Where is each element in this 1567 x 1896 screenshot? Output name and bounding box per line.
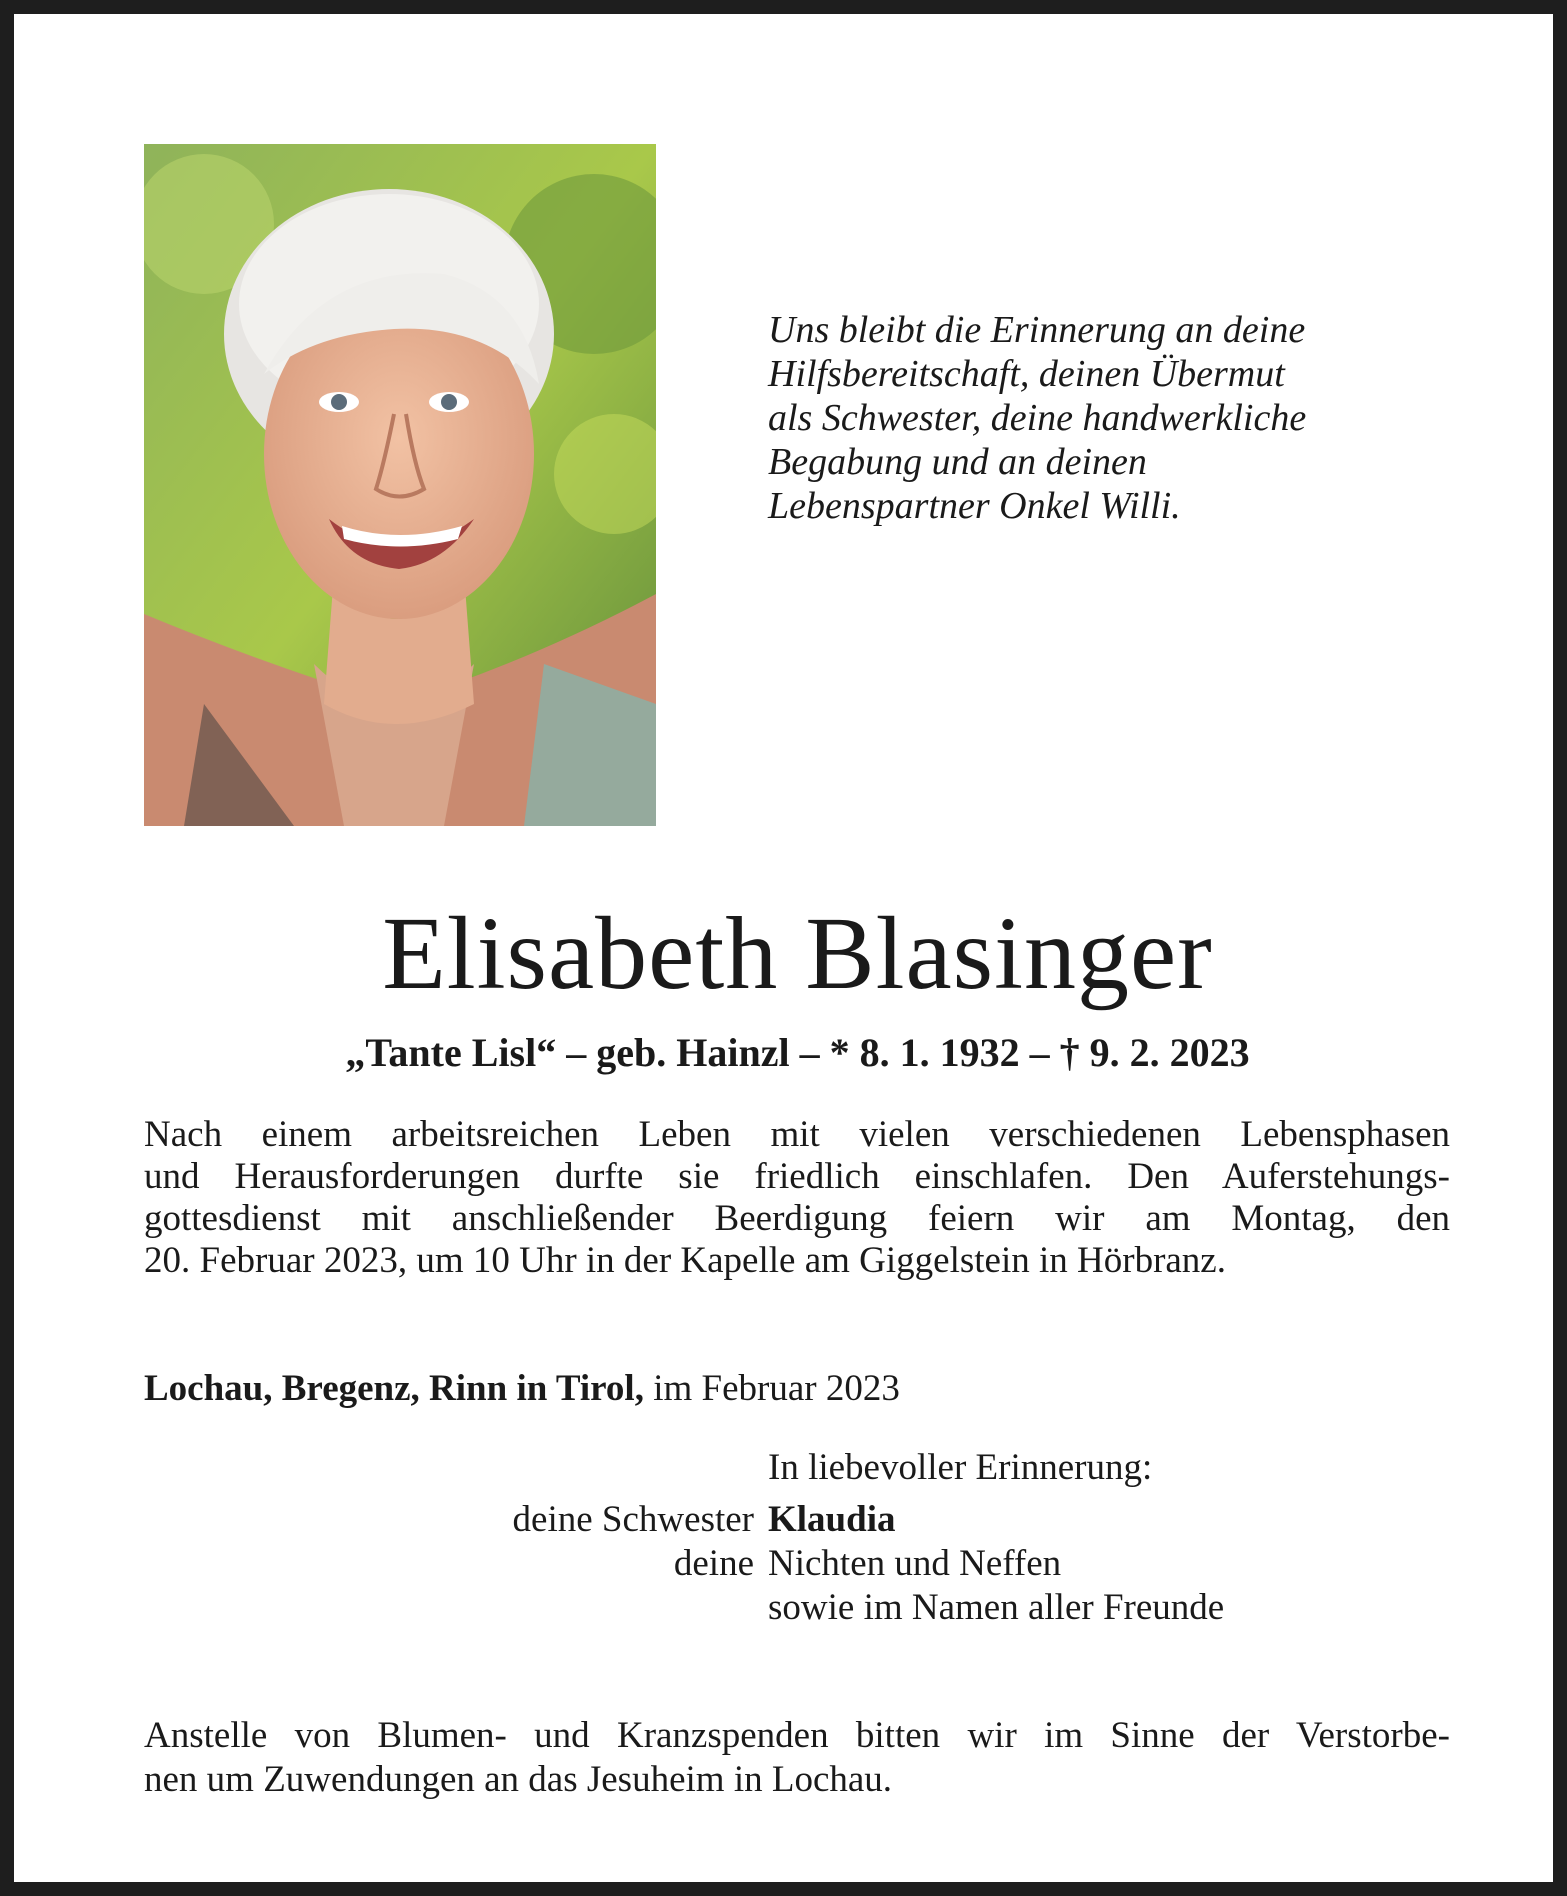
announcement-line: und Herausforderungen durfte sie friedlich einschlafen. Den Auferstehungs- <box>144 1156 1450 1197</box>
place-and-date <box>144 1367 900 1411</box>
announcement-line: 20. Februar 2023, um 10 Uhr in der Kapelle am Giggelstein in Hörbranz. <box>144 1240 1226 1281</box>
signature-relation: deine <box>673 1543 754 1584</box>
quote-line: Begabung und an deinen <box>768 441 1147 483</box>
signature-intro: In liebevoller Erinnerung: <box>768 1447 1153 1488</box>
announcement-text <box>144 1114 1450 1282</box>
signature-name: sowie im Namen aller Freunde <box>768 1587 1225 1628</box>
quote-line: Uns bleibt die Erinnerung an deine <box>768 309 1306 351</box>
announcement-line: Nach einem arbeitsreichen Leben mit vielen verschiedenen Lebensphasen <box>144 1114 1450 1155</box>
signature-name: Klaudia <box>768 1499 896 1540</box>
signature-relation: deine Schwester <box>512 1499 754 1540</box>
deceased-name: Elisabeth Blasinger <box>382 896 1213 1011</box>
memorial-quote <box>768 308 1468 528</box>
quote-line: als Schwester, deine handwerkliche <box>768 397 1307 439</box>
portrait-photo <box>144 144 656 826</box>
deceased-dates: „Tante Lisl“ – geb. Hainzl – * 8. 1. 1932 – † 9. 2. 2023 <box>345 1030 1250 1075</box>
donation-note <box>144 1714 1450 1802</box>
place-locations: Lochau, Bregenz, Rinn in Tirol, <box>144 1368 644 1409</box>
announcement-line: gottesdienst mit anschließender Beerdigung feiern wir am Montag, den <box>144 1198 1450 1239</box>
signature-name: Nichten und Neffen <box>768 1543 1062 1584</box>
quote-line: Lebenspartner Onkel Willi. <box>768 485 1181 527</box>
quote-line: Hilfsbereitschaft, deinen Übermut <box>768 353 1285 395</box>
place-date: im Februar 2023 <box>643 1368 900 1409</box>
donation-line: Anstelle von Blumen- und Kranzspenden bitten wir im Sinne der Verstorbe- <box>144 1715 1450 1756</box>
donation-line: nen um Zuwendungen an das Jesuheim in Lochau. <box>144 1759 893 1800</box>
signature-block <box>14 1446 1567 1646</box>
